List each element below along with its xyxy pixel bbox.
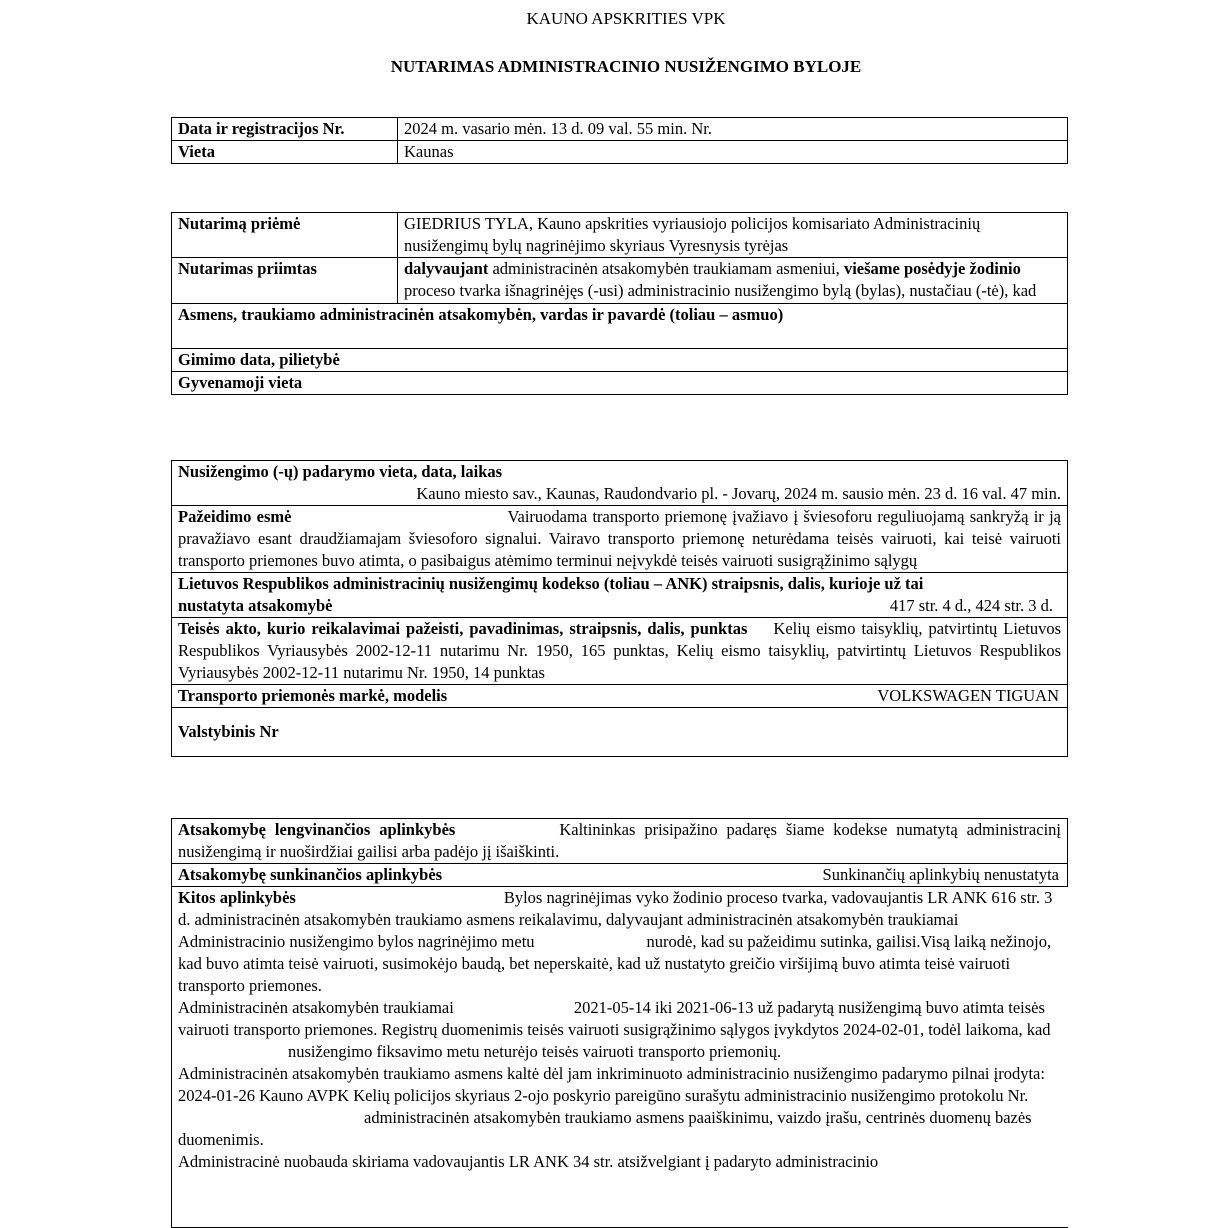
legal-cell (172, 618, 1068, 685)
code-value: 417 str. 4 d., 424 str. 3 d. (889, 596, 1053, 615)
legal-value: Kelių eismo taisyklių, patvirtintų Lietuvos Respublikos Vyriausybės 2002-12-11 nutarimu Nr. 1950, 165 punktas, Kelių eismo taisyklių, patvirtintų Lietuvos Respublikos Vyriausybės 2002-12-11 nutarimu Nr. 1950, 14 punktas (178, 619, 1062, 682)
table-row (172, 304, 1068, 349)
place-time-cell (172, 461, 1068, 506)
registration-table (171, 117, 1068, 164)
table-row (172, 819, 1068, 864)
other-p4a: Administracinėn atsakomybėn traukiamo asmens kaltė dėl jam inkriminuoto administracinio nusižengimo padarymo pilnai įrodyta: 2024-01-26 Kauno AVPK Kelių policijos skyriaus 2-ojo poskyrio pareigūno surašytu administracinio nusižengimo protokolu Nr. (178, 1064, 1045, 1105)
other-p3b: 2021-05-14 iki 2021-06-13 už padarytą nusižengimą buvo atimta teisės vairuoti transporto priemones. Registrų duomenimis teisės vairuoti susigrąžinimo sąlygos įvykdytos 2024-02-01, todėl laikoma, kad (178, 998, 1051, 1039)
essence-cell (172, 506, 1068, 573)
birth-label: Gimimo data, pilietybė (172, 349, 1068, 372)
accepted-by-label: Nutarimą priėmė (172, 213, 398, 258)
plate-cell (172, 708, 1068, 757)
adopted-value: dalyvaujant administracinėn atsakomybėn traukiamam asmeniui, viešame posėdyje žodinio proceso tvarka išnagrinėjęs (-usi) administracinio nusižengimo bylą (bylas), nustačiau (-tė), kad (398, 258, 1068, 304)
person-name-label: Asmens, traukiamo administracinėn atsakomybėn, vardas ir pavardė (toliau – asmuo) (172, 304, 1068, 349)
table-row (172, 618, 1068, 685)
other-p2a: Administracinio nusižengimo bylos nagrinėjimo metu (178, 932, 535, 951)
aggravating-value: Sunkinančių aplinkybių nenustatyta (822, 865, 1059, 884)
table-row (172, 708, 1068, 757)
essence-label: Pažeidimo esmė (178, 507, 292, 526)
other-p2b: nurodė, kad su pažeidimu sutinka, gailisi.Visą laiką nežinojo, kad buvo atimta teisė vairuoti, susimokėjo baudą, bet neperskaitė, kad už nustatyto greičio viršijimą buvo atimta teisė vairuoti transporto priemones. (178, 932, 1052, 995)
table-row (172, 887, 1068, 1228)
essence-value: Vairuodama transporto priemonę įvažiavo į šviesoforu reguliuojamą sankryžą ir ją pravažiavo esant draudžiamajam šviesoforo signalui. Vairavo transporto priemonę neturėdama teisės vairuoti, kai teisė vairuoti transporto priemones buvo atimta, o pasibaigus atėmimo terminui neįvykdė teisės vairuoti susigrąžinimo sąlygų (178, 507, 1061, 570)
date-label: Data ir registracijos Nr. (172, 118, 398, 141)
vehicle-cell (172, 685, 1068, 708)
accepted-by-value: GIEDRIUS TYLA, Kauno apskrities vyriausiojo policijos komisariato Administracinių nusižengimų bylų nagrinėjimo skyriaus Vyresnysis tyrėjas (398, 213, 1068, 258)
plate-label: Valstybinis Nr (178, 722, 279, 741)
table-row (172, 372, 1068, 395)
table-row (172, 118, 1068, 141)
table-row (172, 258, 1068, 304)
code-label: Lietuvos Respublikos administracinių nusižengimų kodekso (toliau – ANK) straipsnis, dalis, kurioje už tai nustatyta atsakomybė (178, 574, 924, 615)
other-p1: Bylos nagrinėjimas vyko žodinio proceso tvarka, vadovaujantis LR ANK 616 str. 3 d. administracinėn atsakomybėn traukiamo asmens reikalavimu, dalyvaujant administracinėn atsakomybėn traukiamai (178, 888, 1053, 929)
date-value: 2024 m. vasario mėn. 13 d. 09 val. 55 min. Nr. (398, 118, 1068, 141)
decision-table (171, 212, 1068, 395)
vehicle-label: Transporto priemonės markė, modelis (178, 686, 448, 705)
other-label: Kitos aplinkybės (178, 888, 296, 907)
code-cell (172, 573, 1068, 618)
place-label: Vieta (172, 141, 398, 164)
mitigating-value: Kaltininkas prisipažino padaręs šiame kodekse numatytą administracinį nusižengimą ir nuoširdžiai gailisi arba padėjo jį išaiškinti. (178, 820, 1061, 861)
legal-label: Teisės akto, kurio reikalavimai pažeisti, pavadinimas, straipsnis, dalis, punktas (178, 619, 748, 638)
other-p5: Administracinė nuobauda skiriama vadovaujantis LR ANK 34 str. atsižvelgiant į padaryto administracinio (178, 1152, 879, 1171)
table-row (172, 141, 1068, 164)
place-value: Kaunas (398, 141, 1068, 164)
table-row (172, 349, 1068, 372)
residence-label: Gyvenamoji vieta (172, 372, 1068, 395)
other-p4b: administracinėn atsakomybėn traukiamo asmens paaiškinimu, vaizdo įrašu, centrinės duomenų bazės duomenimis. (178, 1108, 1032, 1149)
table-row (172, 461, 1068, 506)
aggravating-cell (172, 864, 1068, 887)
other-cell (172, 887, 1068, 1228)
other-p3c: nusižengimo fiksavimo metu neturėjo teisės vairuoti transporto priemonių. (288, 1042, 782, 1061)
place-time-value: Kauno miesto sav., Kaunas, Raudondvario pl. - Jovarų, 2024 m. sausio mėn. 23 d. 16 val. 47 min. (416, 484, 1061, 503)
table-row (172, 573, 1068, 618)
table-row (172, 213, 1068, 258)
document-title: NUTARIMAS ADMINISTRACINIO NUSIŽENGIMO BYLOJE (390, 57, 862, 76)
table-row (172, 864, 1068, 887)
place-time-label: Nusižengimo (-ų) padarymo vieta, data, laikas (178, 462, 503, 481)
mitigating-label: Atsakomybę lengvinančios aplinkybės (178, 820, 456, 839)
table-row (172, 685, 1068, 708)
vehicle-value: VOLKSWAGEN TIGUAN (877, 686, 1059, 705)
offense-table (171, 460, 1068, 757)
adopted-label: Nutarimas priimtas (172, 258, 398, 304)
office-name: KAUNO APSKRITIES VPK (526, 9, 726, 28)
other-p3a: Administracinėn atsakomybėn traukiamai (178, 998, 454, 1017)
mitigating-cell (172, 819, 1068, 864)
table-row (172, 506, 1068, 573)
circumstances-table (171, 818, 1068, 1228)
aggravating-label: Atsakomybę sunkinančios aplinkybės (178, 865, 443, 884)
